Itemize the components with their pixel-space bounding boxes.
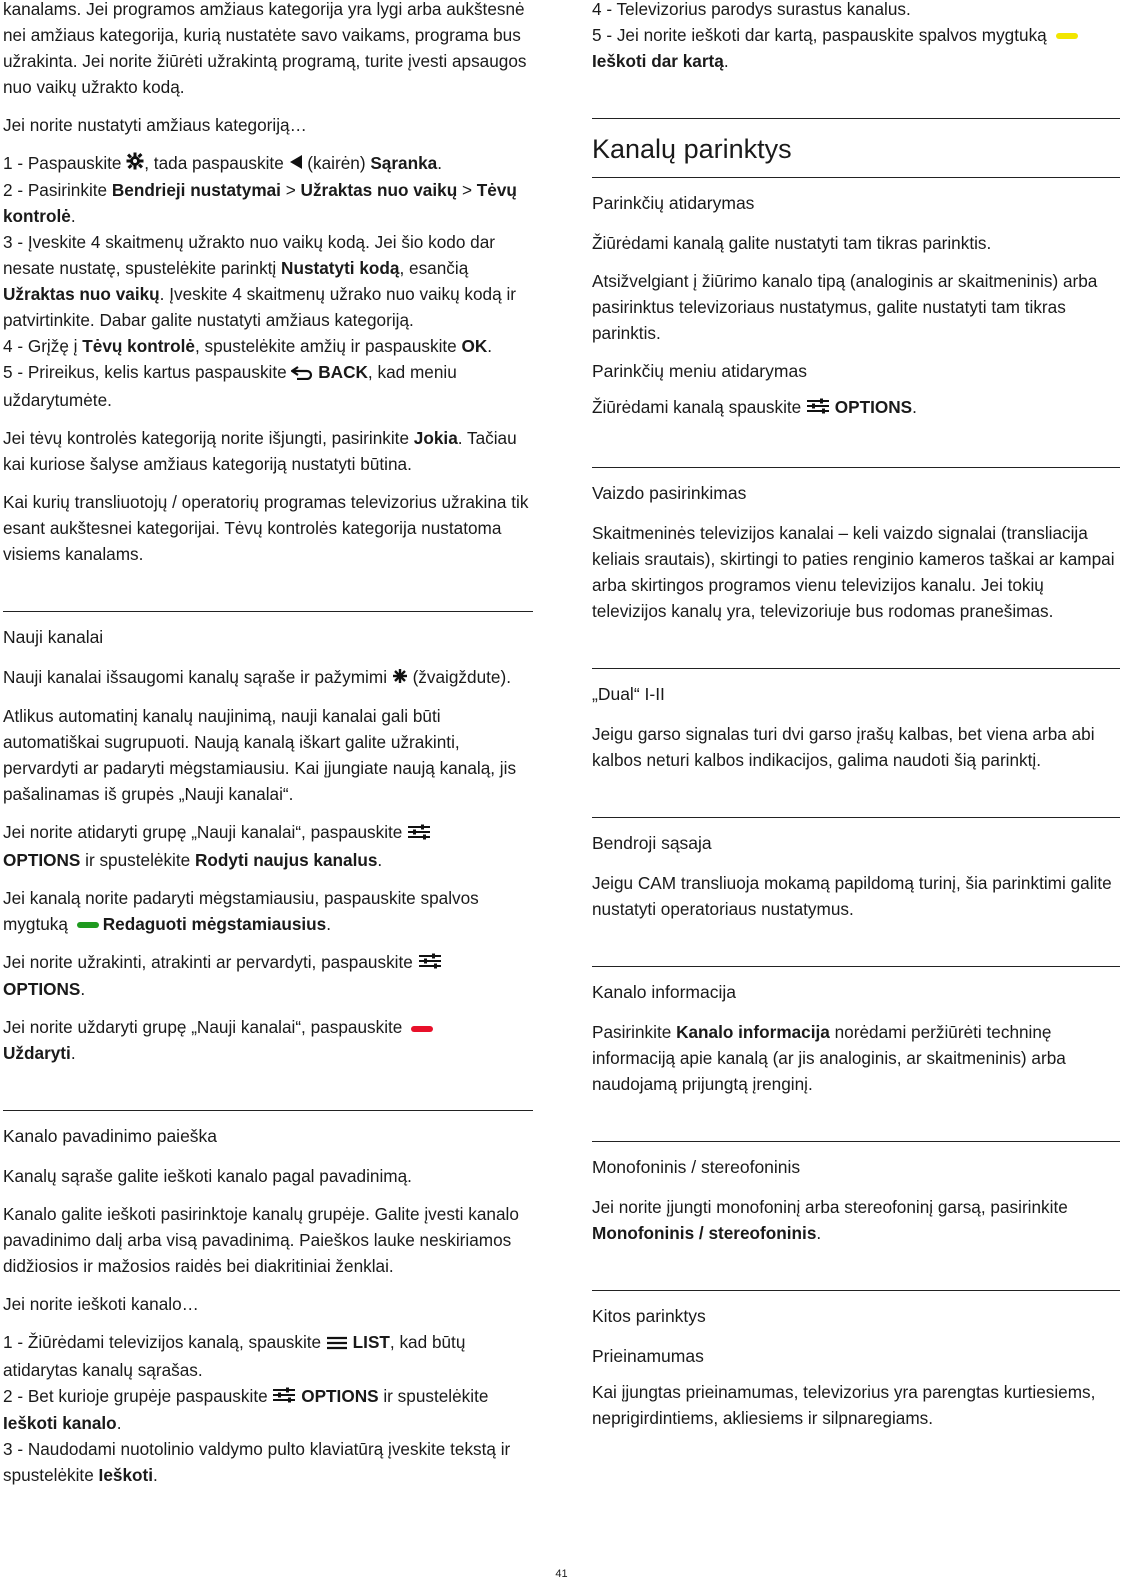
age-step-4: 4 - Grįžę į Tėvų kontrolė, spustelėkite amžių ir paspauskite OK. (3, 336, 493, 357)
new-channels-p1: Nauji kanalai išsaugomi kanalų sąraše ir pažymimi (žvaigždute). (3, 664, 533, 691)
list-icon (326, 1331, 348, 1357)
open-options-p1: Žiūrėdami kanalą galite nustatyti tam tikras parinktis. (592, 233, 992, 253)
channel-info-p: Pasirinkite Kanalo informacija norėdami peržiūrėti techninę informaciją apie kanalą (ar jis analoginis, ar skaitmeninis) arba naudojamą prijungtą įrenginį. (592, 1022, 1066, 1095)
channel-options-heading: Kanalų parinktys (592, 134, 792, 164)
page-number: 41 (555, 1568, 568, 1580)
open-options-heading: Parinkčių atidarymas (592, 193, 755, 213)
common-interface-p: Jeigu CAM transliuoja mokamą papildomą turinį, šia parinktimi galite nustatyti operatoriaus nustatymus. (592, 873, 1112, 920)
channel-info-heading: Kanalo informacija (592, 982, 736, 1003)
new-channels-p6: Jei norite uždaryti grupę „Nauji kanalai“, paspauskite Uždaryti. (3, 1014, 533, 1066)
options-menu-heading: Parinkčių meniu atidarymas (592, 361, 807, 381)
open-options-p2: Atsižvelgiant į žiūrimo kanalo tipą (analoginis ar skaitmeninis) arba pasirinktus televizoriaus nustatymus, galite nustatyti tam tikras parinktis. (592, 271, 1098, 343)
star-icon (392, 665, 408, 691)
dual-p: Jeigu garso signalas turi dvi garso įrašų kalbas, bet viena arba abi kalbos neturi kalbos indikacijos, galima naudoti šią parinktį. (592, 724, 1095, 771)
search-p2: Kanalo galite ieškoti pasirinktoje kanalų grupėje. Galite įvesti kanalo pavadinimo dalį arba visą pavadinimą. Paieškos lauke neskiriamos didžiosios ir mažosios raidės bei diakritiniai ženklai. (3, 1204, 519, 1277)
intro-paragraph: kanalams. Jei programos amžiaus kategorija yra lygi arba aukštesnė nei amžiaus kategorija, kurią nustatėte savo vaikams, programa bus užrakinta. Jei norite žiūrėti užrakintą programą, turite įvesti apsaugos nuo vaikų užrakto kodą. (3, 0, 527, 97)
common-interface-heading: Bendroji sąsaja (592, 833, 712, 854)
age-step-2: 2 - Pasirinkite Bendrieji nustatymai > Užraktas nuo vaikų > Tėvų kontrolė. (3, 180, 517, 227)
mono-stereo-p: Jei norite įjungti monofoninį arba stereofoninį garsą, pasirinkite Monofoninis / stereofoninis. (592, 1197, 1068, 1244)
options-menu-p: Žiūrėdami kanalą spauskite OPTIONS. (592, 394, 1120, 421)
green-key-icon (77, 922, 99, 928)
new-channels-p3: Jei norite atidaryti grupę „Nauji kanalai“, paspauskite OPTIONS ir spustelėkite Rodyti naujus kanalus. (3, 819, 533, 872)
parental-off-paragraph: Jei tėvų kontrolės kategoriją norite išjungti, pasirinkite Jokia. Tačiau kai kuriose šalyse amžiaus kategoriją nustatyti būtina. (3, 427, 517, 474)
settings-gear-icon (126, 151, 144, 177)
accessibility-p: Kai įjungtas prieinamumas, televizorius yra parengtas kurtiesiems, neprigirdintiems, akliesiems ir silpnaregiams. (592, 1382, 1096, 1429)
search-steps: 1 - Žiūrėdami televizijos kanalą, spauskite LIST, kad būtų atidarytas kanalų sąrašas. 2 - Bet kurioje grupėje paspauskite OPTIONS ir spustelėkite Ieškoti kanalo. 3 - Naudodami nuotolinio valdymo pulto klaviatūrą įveskite tekstą ir spustelėkite Ieškoti. (3, 1332, 511, 1486)
age-step-1: 1 - Paspauskite , tada paspauskite (kairėn) Sąranka. 2 - Pasirinkite Bendrieji nustatymai > Užraktas nuo vaikų > Tėvų kontrolė. 3 - Įveskite 4 skaitmenų užrakto nuo vaikų kodą. Jei šio kodo dar nesate nustatę, spustelėkite parinktį Nustatyti kodą, esančią Užraktas nuo vaikų. Įveskite 4 skaitmenų užrako nuo vaikų kodą ir patvirtinkite. Dabar galite nustatyti amžiaus kategoriją. 4 - Grįžę į Tėvų kontrolė, spustelėkite amžių ir paspauskite OK. 5 - Prireikus, kelis kartus paspauskite BACK, kad meniu uždarytumėte. (3, 153, 517, 410)
right-column (592, 0, 1120, 1431)
red-key-icon (411, 1026, 433, 1032)
new-channels-p5: Jei norite užrakinti, atrakinti ar pervardyti, paspauskite OPTIONS. (3, 949, 533, 1002)
accessibility-heading: Prieinamumas (592, 1346, 704, 1367)
back-icon (291, 361, 313, 387)
dual-heading: „Dual“ I-II (592, 684, 665, 705)
left-column (3, 0, 533, 1488)
new-channels-p4: Jei kanalą norite padaryti mėgstamiausiu, paspauskite spalvos mygtuką Redaguoti mėgstamiausius. (3, 887, 479, 934)
options-icon (407, 821, 431, 847)
options-icon (806, 395, 830, 421)
broadcasters-paragraph: Kai kurių transliuotojų / operatorių programas televizorius užrakina tik esant aukštesnei kategorijai. Tėvų kontrolės kategorija nustatoma visiems kanalams. (3, 491, 529, 564)
new-channels-heading: Nauji kanalai (3, 626, 104, 647)
age-lead: Jei norite nustatyti amžiaus kategoriją… (3, 115, 307, 135)
yellow-key-icon (1056, 33, 1078, 39)
options-icon (418, 950, 442, 976)
video-selection-heading: Vaizdo pasirinkimas (592, 483, 747, 504)
mono-stereo-heading: Monofoninis / stereofoninis (592, 1157, 801, 1178)
left-arrow-icon (289, 151, 303, 177)
search-steps-continued: 4 - Televizorius parodys surastus kanalus. 5 - Jei norite ieškoti dar kartą, paspauskite spalvos mygtuką Ieškoti dar kartą. (592, 0, 1120, 74)
age-step-5: 5 - Prireikus, kelis kartus paspauskite BACK, kad meniu uždarytumėte. (3, 362, 457, 410)
video-selection-p: Skaitmeninės televizijos kanalai – keli vaizdo signalai (transliacija keliais srautais), skirtingi to paties renginio kameros taškai ar kampai arba skirtingos programos vienu televizijos kanalu. Jei tokių televizijos kanalų yra, televizoriuje bus rodomas pranešimas. (592, 523, 1115, 622)
channel-search-heading: Kanalo pavadinimo paieška (3, 1126, 218, 1147)
age-step-3: 3 - Įveskite 4 skaitmenų užrakto nuo vaikų kodą. Jei šio kodo dar nesate nustatę, spustelėkite parinktį Nustatyti kodą, esančią Užraktas nuo vaikų. Įveskite 4 skaitmenų užrako nuo vaikų kodą ir patvirtinkite. Dabar galite nustatyti amžiaus kategoriją. (3, 232, 516, 331)
other-options-heading: Kitos parinktys (592, 1306, 706, 1327)
search-p1: Kanalų sąraše galite ieškoti kanalo pagal pavadinimą. (3, 1166, 412, 1187)
search-p3: Jei norite ieškoti kanalo… (3, 1294, 199, 1315)
options-icon (272, 1384, 296, 1410)
new-channels-p2: Atlikus automatinį kanalų naujinimą, nauji kanalai gali būti automatiškai sugrupuoti. Naują kanalą iškart galite užrakinti, pervardyti ar padaryti mėgstamiausiu. Kai įjungiate naują kanalą, jis pašalinamas iš grupės „Nauji kanalai“. (3, 706, 517, 805)
